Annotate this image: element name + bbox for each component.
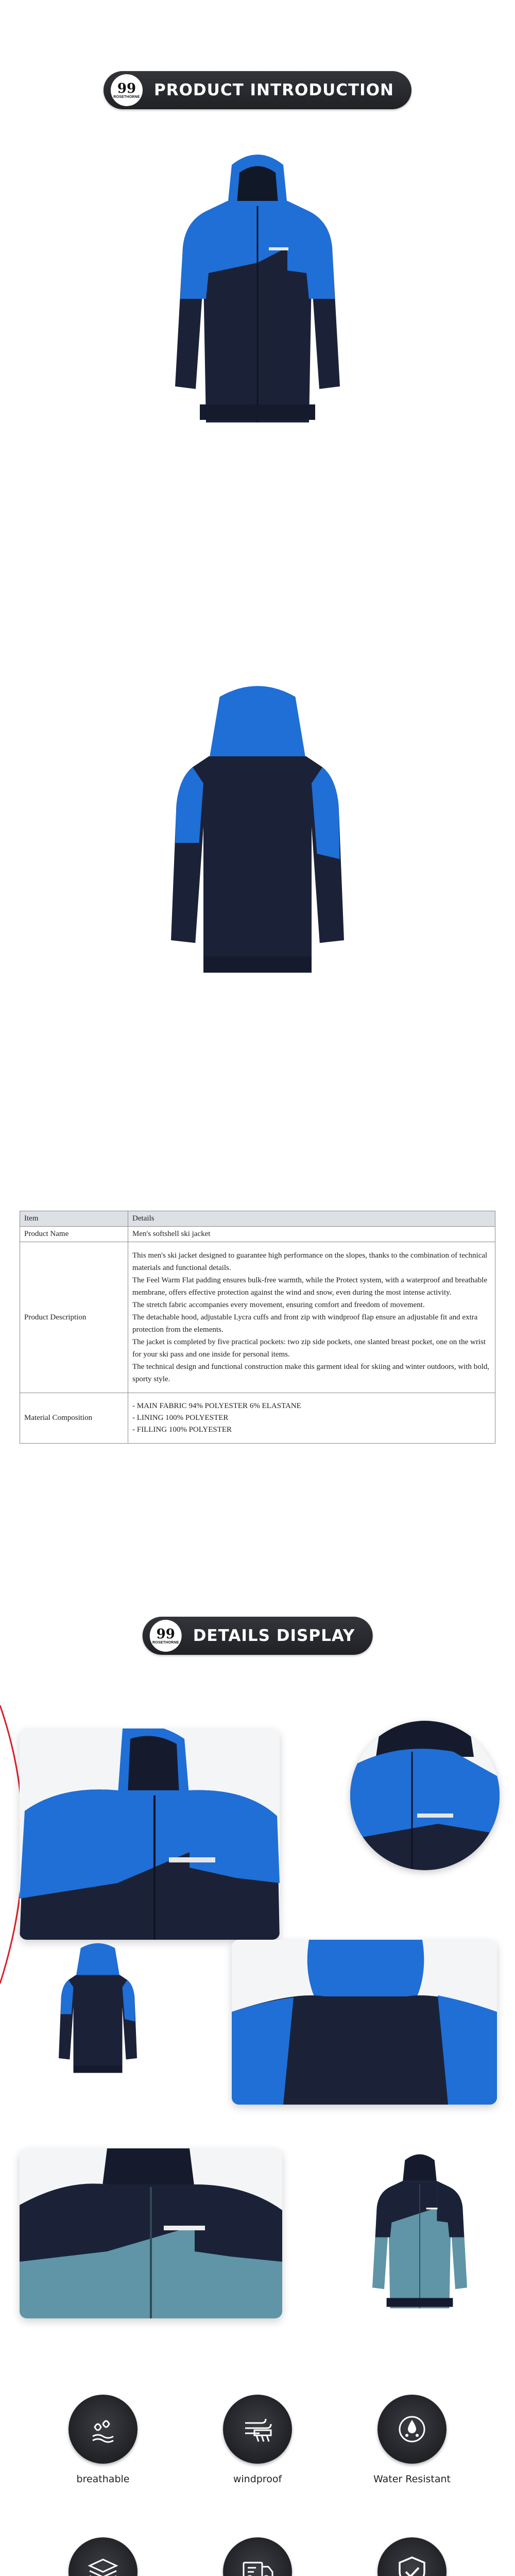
- detail-photo-back-small: [49, 1940, 147, 2079]
- feature-label: Water Resistant: [373, 2473, 451, 2485]
- jacket-front-image: [154, 144, 360, 433]
- table-header-row: [20, 1211, 495, 1227]
- section-header-details-display: [143, 1617, 373, 1655]
- material-composition-label: Material Composition: [20, 1393, 128, 1444]
- description-line: The detachable hood, adjustable Lycra cuffs and front zip with windproof flap ensure an adjustable fit and extra protection from the elements.: [132, 1313, 478, 1334]
- description-line: The stretch fabric accompanies every movement, ensuring comfort and freedom of movement.: [132, 1301, 425, 1309]
- quality-shield-icon: [377, 2537, 447, 2576]
- table-header-item: Item: [20, 1211, 128, 1227]
- feature-windproof: [206, 2395, 309, 2485]
- thickened-material-icon: [68, 2537, 138, 2576]
- brand-logo: [150, 1620, 182, 1652]
- table-row: [20, 1227, 495, 1242]
- material-composition-value: [128, 1393, 495, 1444]
- description-line: The Feel Warm Flat padding ensures bulk-free warmth, while the Protect system, with a waterproof and breathable membrane, offers effective protection against the wind and snow, even during the most intense activity.: [132, 1276, 488, 1297]
- water-resistant-icon: [377, 2395, 447, 2464]
- feature-breathable: [52, 2395, 154, 2485]
- product-description-value: [128, 1242, 495, 1393]
- feature-label: breathable: [76, 2473, 130, 2485]
- material-line: - FILLING 100% POLYESTER: [132, 1426, 232, 1434]
- detail-photo-back-shoulder: [232, 1940, 497, 2105]
- brand-logo-word: ROSETHORNE: [113, 95, 140, 99]
- table-row: [20, 1242, 495, 1393]
- section-header-product-introduction: [104, 71, 411, 109]
- material-line: - MAIN FABRIC 94% POLYESTER 6% ELASTANE: [132, 1402, 301, 1410]
- feature-label: windproof: [233, 2473, 282, 2485]
- brand-logo-number: 99: [156, 1626, 175, 1642]
- table-header-details: Details: [128, 1211, 495, 1227]
- jacket-back-image: [149, 680, 366, 984]
- windproof-icon: [223, 2395, 292, 2464]
- breathable-icon: [68, 2395, 138, 2464]
- description-line: This men's ski jacket designed to guarantee high performance on the slopes, thanks to the combination of technical materials and functional details.: [132, 1251, 488, 1272]
- feature-thickened-material: [52, 2537, 154, 2576]
- delivery-truck-icon: [223, 2537, 292, 2576]
- section-title: DETAILS DISPLAY: [193, 1626, 355, 1645]
- product-spec-table: [20, 1211, 495, 1444]
- feature-quality-assurance: [360, 2537, 464, 2576]
- detail-photo-collar: [20, 1728, 280, 1940]
- brand-logo-number: 99: [117, 80, 136, 96]
- product-name-value: Men's softshell ski jacket: [128, 1227, 495, 1242]
- section-title: PRODUCT INTRODUCTION: [153, 81, 394, 99]
- description-line: The technical design and functional construction make this garment ideal for skiing and winter outdoors, with bold, sporty style.: [132, 1363, 490, 1383]
- brand-logo-word: ROSETHORNE: [152, 1640, 179, 1645]
- feature-water-resistant: [360, 2395, 464, 2485]
- table-row: [20, 1393, 495, 1444]
- brand-logo: [111, 74, 143, 106]
- product-name-label: Product Name: [20, 1227, 128, 1242]
- detail-photo-shoulder: [350, 1721, 500, 1870]
- description-line: The jacket is completed by five practical pockets: two zip side pockets, one slanted breast pocket, one on the wrist for your ski pass and one inside for personal items.: [132, 1338, 486, 1359]
- detail-photo-teal-full: [360, 2148, 479, 2314]
- detail-photo-teal-front: [20, 2148, 282, 2318]
- material-line: - LINING 100% POLYESTER: [132, 1414, 229, 1422]
- feature-spot-quick-delivery: [206, 2537, 309, 2576]
- product-description-label: Product Description: [20, 1242, 128, 1393]
